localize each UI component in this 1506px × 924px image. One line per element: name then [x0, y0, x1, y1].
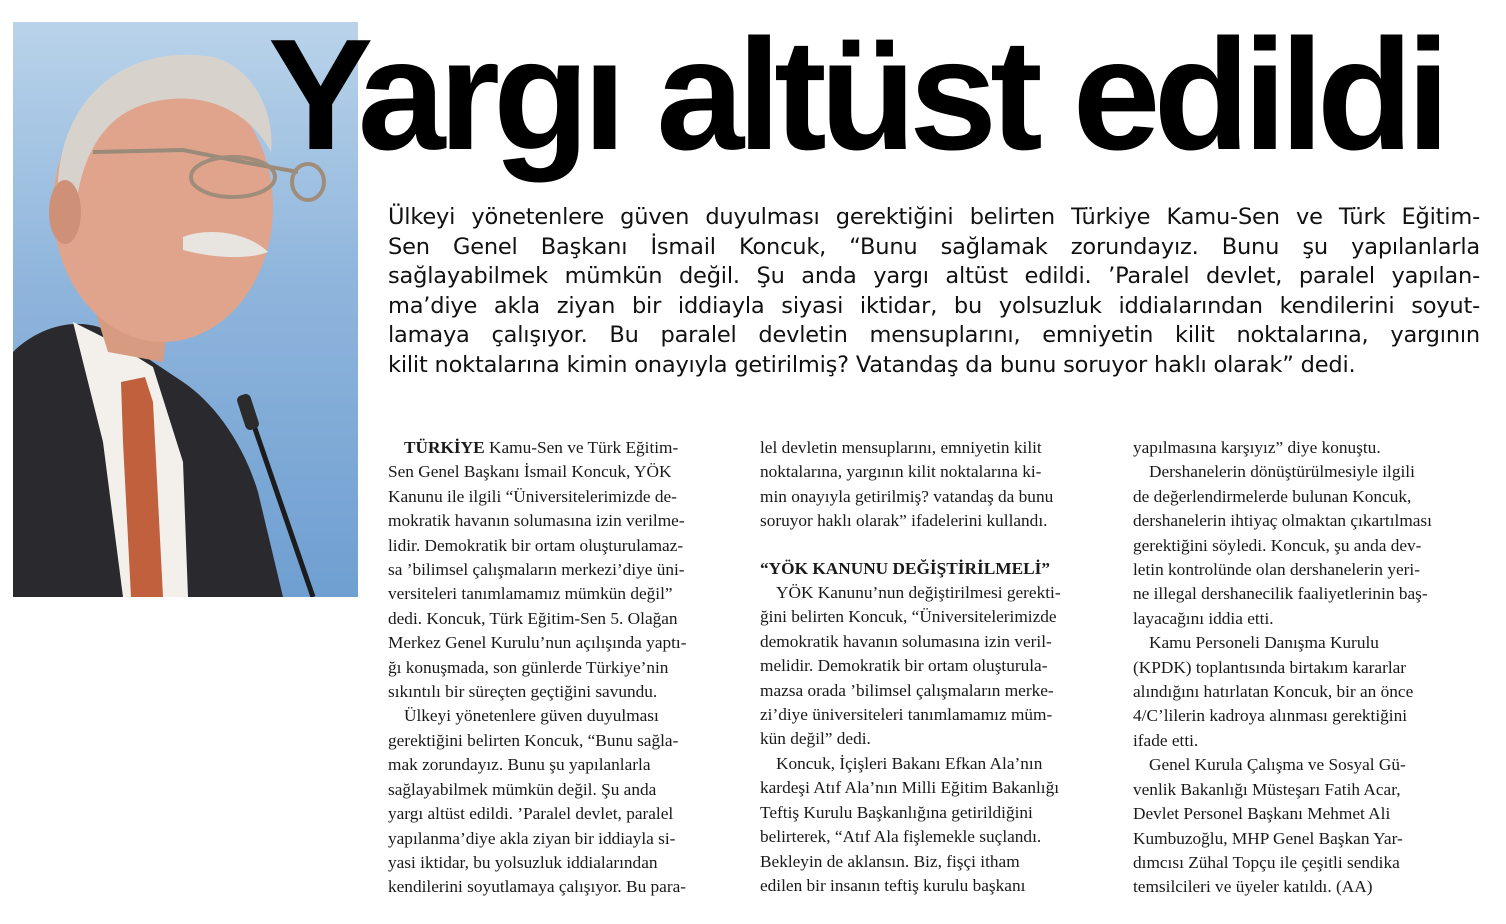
lead-line: lamaya çalışıyor. Bu paralel devletin mensuplarını, emniyetin kilit noktalarına, yargının [388, 322, 1480, 349]
body-line: yargı altüst edildi. ’Paralel devlet, paralel [388, 804, 674, 824]
body-line: demokratik havanın solumasına izin veril- [760, 631, 1052, 651]
body-paragraph [760, 752, 1105, 898]
body-line: dımcısı Zühal Topçu ile çeşitli sendika [1133, 852, 1400, 872]
body-paragraph [760, 436, 1105, 534]
body-line: (KPDK) toplantısında birtakım kararlar [1133, 657, 1407, 677]
section-subhead: “YÖK KANUNU DEĞİŞTİRİLMELİ” [760, 558, 1050, 578]
body-line: lidir. Demokratik bir ortam oluşturulamaz- [388, 535, 684, 555]
body-line: melidir. Demokratik bir ortam oluşturula- [760, 656, 1048, 676]
lead-line: kilit noktalarına kimin onayıyla getirilmiş? Vatandaş da bunu soruyor haklı olarak” dedi. [388, 351, 1356, 378]
body-paragraph [388, 436, 733, 704]
body-line: 4/C’lilerin kadroya alınması gerektiğini [1133, 706, 1408, 726]
body-line: sağlayabilmek mümkün değil. Şu anda [388, 779, 657, 799]
body-paragraph [1133, 436, 1478, 460]
body-line: YÖK Kanunu’nun değiştirilmesi gerekti- [776, 583, 1061, 603]
body-line: edilen bir insanın teftiş kurulu başkanı [760, 875, 1026, 895]
body-line: lel devletin mensuplarını, emniyetin kilit [760, 438, 1042, 457]
body-line: ğini belirten Koncuk, “Üniversitelerimizde [760, 607, 1057, 627]
body-line: mazsa orada ’bilimsel çalışmaların merke- [760, 680, 1054, 700]
article-column-2 [760, 436, 1105, 916]
body-line: yapılanma’diye akla ziyan bir iddiayla si- [388, 828, 676, 848]
body-line: noktalarına, yargının kilit noktalarına ki- [760, 462, 1042, 482]
body-line: mokratik havanın solumasına izin verilme- [388, 511, 685, 531]
body-line: belirterek, “Atıf Ala fişlemekle suçlandı. [760, 827, 1042, 847]
body-line: Sen Genel Başkanı İsmail Koncuk, YÖK [388, 462, 672, 482]
body-line: sıkıntılı bir süreçten geçtiğini savundu. [388, 682, 658, 702]
body-line: TÜRKİYE Kamu-Sen ve Türk Eğitim- [404, 438, 679, 457]
body-line: layacağını iddia etti. [1133, 608, 1274, 628]
body-line: ifade etti. [1133, 730, 1199, 750]
body-line: zi’diye üniversiteleri tanımlamamız müm- [760, 705, 1053, 725]
body-line: Genel Kurula Çalışma ve Sosyal Gü- [1149, 755, 1406, 775]
body-line: Dershanelerin dönüştürülmesiyle ilgili [1149, 462, 1415, 482]
body-line: mak zorundayız. Bunu şu yapılanlarla [388, 755, 651, 775]
body-paragraph [1133, 631, 1478, 753]
body-paragraph [388, 704, 733, 899]
body-line: dershanelerin ihtiyaç olmaktan çıkartılması [1133, 511, 1432, 531]
lead-line: sağlayabilmek mümkün değil. Şu anda yargı altüst edildi. ’Paralel devlet, paralel yapılan- [388, 263, 1480, 290]
body-line: gerektiğini belirten Koncuk, “Bunu sağla- [388, 730, 679, 750]
body-line: sa ’bilimsel çalışmaların merkezi’diye üni- [388, 560, 685, 580]
body-line: Kumbuzoğlu, MHP Genel Başkan Yar- [1133, 828, 1403, 848]
body-paragraph [1133, 753, 1478, 899]
body-line: venlik Bakanlığı Müsteşarı Fatih Acar, [1133, 779, 1401, 799]
body-line: min onayıyla getirilmiş? vatandaş da bunu [760, 486, 1054, 506]
body-line: Kamu Personeli Danışma Kurulu [1149, 633, 1379, 653]
body-line: letin kontrolünde olan dershanelerin yeri- [1133, 560, 1420, 580]
body-line: ğı konuşmada, son günlerde Türkiye’nin [388, 657, 669, 677]
body-line: Ülkeyi yönetenlere güven duyulması [404, 706, 659, 726]
body-line: Bekleyin de aklansın. Biz, fişçi itham [760, 851, 1020, 871]
body-line: versiteleri tanımlamamız mümkün değil” [388, 584, 673, 604]
body-line: alındığını hatırlatan Koncuk, bir an önce [1133, 682, 1414, 702]
body-line: Teftiş Kurulu Başkanlığına getirildiğini [760, 802, 1033, 822]
body-line: Koncuk, İçişleri Bakanı Efkan Ala’nın [776, 753, 1043, 773]
body-paragraph [760, 581, 1105, 752]
body-line: Devlet Personel Başkanı Mehmet Ali [1133, 804, 1391, 824]
body-line: kardeşi Atıf Ala’nın Milli Eğitim Bakanlığı [760, 778, 1060, 798]
lead-paragraph [388, 203, 1480, 381]
body-line: Merkez Genel Kurulu’nun açılışında yaptı- [388, 633, 687, 653]
body-paragraph [1133, 460, 1478, 631]
body-line: kün değil” dedi. [760, 729, 871, 749]
body-line: dedi. Koncuk, Türk Eğitim-Sen 5. Olağan [388, 608, 678, 628]
body-line: kendilerini soyutlamaya çalışıyor. Bu para- [388, 877, 687, 897]
article-column-3 [1133, 436, 1478, 916]
article-column-1 [388, 436, 733, 916]
body-line: yapılmasına karşıyız” diye konuştu. [1133, 438, 1381, 457]
body-line: ne illegal dershanecilik faaliyetlerinin baş- [1133, 584, 1428, 604]
lead-line: ma’diye akla ziyan bir iddiayla siyasi iktidar, bu yolsuzluk iddialarından kendilerini soyut- [388, 292, 1480, 319]
body-line: de değerlendirmelerde bulunan Koncuk, [1133, 486, 1412, 506]
body-line: temsilcileri ve üyeler katıldı. (AA) [1133, 877, 1373, 897]
lead-line: Sen Genel Başkanı İsmail Koncuk, “Bunu sağlamak zorundayız. Bunu şu yapılanlarla [388, 233, 1480, 260]
headline: Yargı altüst edildi [268, 7, 1444, 183]
dateline-kicker: TÜRKİYE [404, 438, 485, 457]
lead-line: Ülkeyi yönetenlere güven duyulması gerektiğini belirten Türkiye Kamu-Sen ve Türk Eğitim- [388, 204, 1480, 230]
body-line: Kanunu ile ilgili “Üniversitelerimizde de- [388, 486, 677, 506]
body-line: yasi iktidar, bu yolsuzluk iddialarından [388, 852, 658, 872]
body-line: gerektiğini söyledi. Koncuk, şu anda dev- [1133, 535, 1422, 555]
body-line: soruyor haklı olarak” ifadelerini kullandı. [760, 511, 1048, 531]
